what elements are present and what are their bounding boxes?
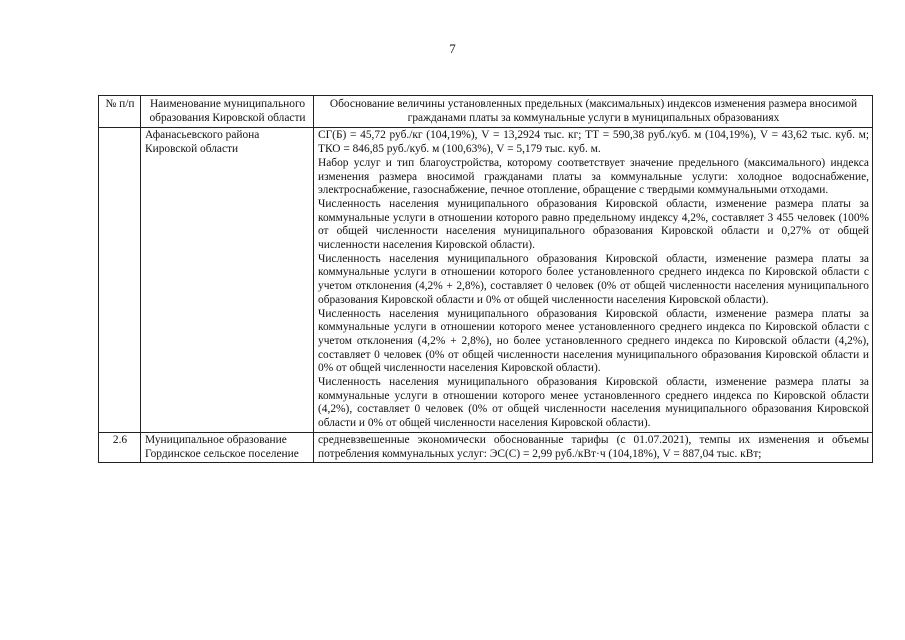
row-number: 2.6 [99,432,141,462]
table-row [99,432,873,462]
header-municipality-name: Наименование муниципального образования Кировской области [141,96,314,128]
table-header-row [99,96,873,128]
table-row [99,128,873,432]
row-justification [314,432,873,462]
header-number: № п/п [99,96,141,128]
population-above-paragraph: Численность населения муниципального образования Кировской области, изменение размера платы за коммунальные услуги в отношении которого более установленного среднего индекса по Кировской области с учетом отклонения (4,2% + 2,8%), составляет 0 человек (0% от общей численности населения муниципального образования Кировской области и 0% от общей численности населения Кировской области). [318,252,869,306]
header-justification: Обоснование величины установленных предельных (максимальных) индексов изменения размера вносимой гражданами платы за коммунальные услуги в муниципальных образованиях [314,96,873,128]
page-number: 7 [449,41,456,56]
tariff-justification-table [98,95,873,463]
population-equal-paragraph: Численность населения муниципального образования Кировской области, изменение размера платы за коммунальные услуги в отношении которого равно предельному индексу 4,2%, составляет 3 455 человек (100% от общей численности населения муниципального образования Кировской области и 0,27% от общей численности населения Кировской области). [318,197,869,252]
tariff-paragraph: средневзвешенные экономически обоснованные тарифы (с 01.07.2021), темпы их изменения и объемы потребления коммунальных услуг: ЭС(С) = 2,99 руб./кВт·ч (104,18%), V = 887,04 тыс. кВт; [318,433,869,460]
population-between-paragraph: Численность населения муниципального образования Кировской области, изменение размера платы за коммунальные услуги в отношении которого менее установленного среднего индекса по Кировской области с учетом отклонения (4,2% + 2,8%), но более установленного среднего индекса по Кировской области (4,2%), составляет 0 человек (0% от общей численности населения муниципального образования Кировской области и 0% от общей численности населения Кировской области). [318,307,869,375]
row-municipality-name: Муниципальное образование Гординское сельское поселение [141,432,314,462]
population-below-paragraph: Численность населения муниципального образования Кировской области, изменение размера платы за коммунальные услуги в отношении которого менее установленного среднего индекса по Кировской области (4,2%), составляет 0 человек (0% от общей численности населения муниципального образования Кировской области и 0% от общей численности населения Кировской области). [318,376,869,430]
row-justification [314,128,873,432]
tariff-paragraph: СГ(Б) = 45,72 руб./кг (104,19%), V = 13,2924 тыс. кг; ТТ = 590,38 руб./куб. м (104,19%), V = 43,62 тыс. куб. м; ТКО = 846,85 руб./куб. м (100,63%), V = 5,179 тыс. куб. м. [318,129,869,156]
row-number [99,128,141,432]
services-paragraph: Набор услуг и тип благоустройства, которому соответствует значение предельного (максимального) индекса изменения размера вносимой гражданами платы за коммунальные услуги: холодное водоснабжение, электроснабжение, газоснабжение, печное отопление, обращение с твердыми коммунальными отходами. [318,156,869,197]
row-municipality-name: Афанасьевского района Кировской области [141,128,314,432]
